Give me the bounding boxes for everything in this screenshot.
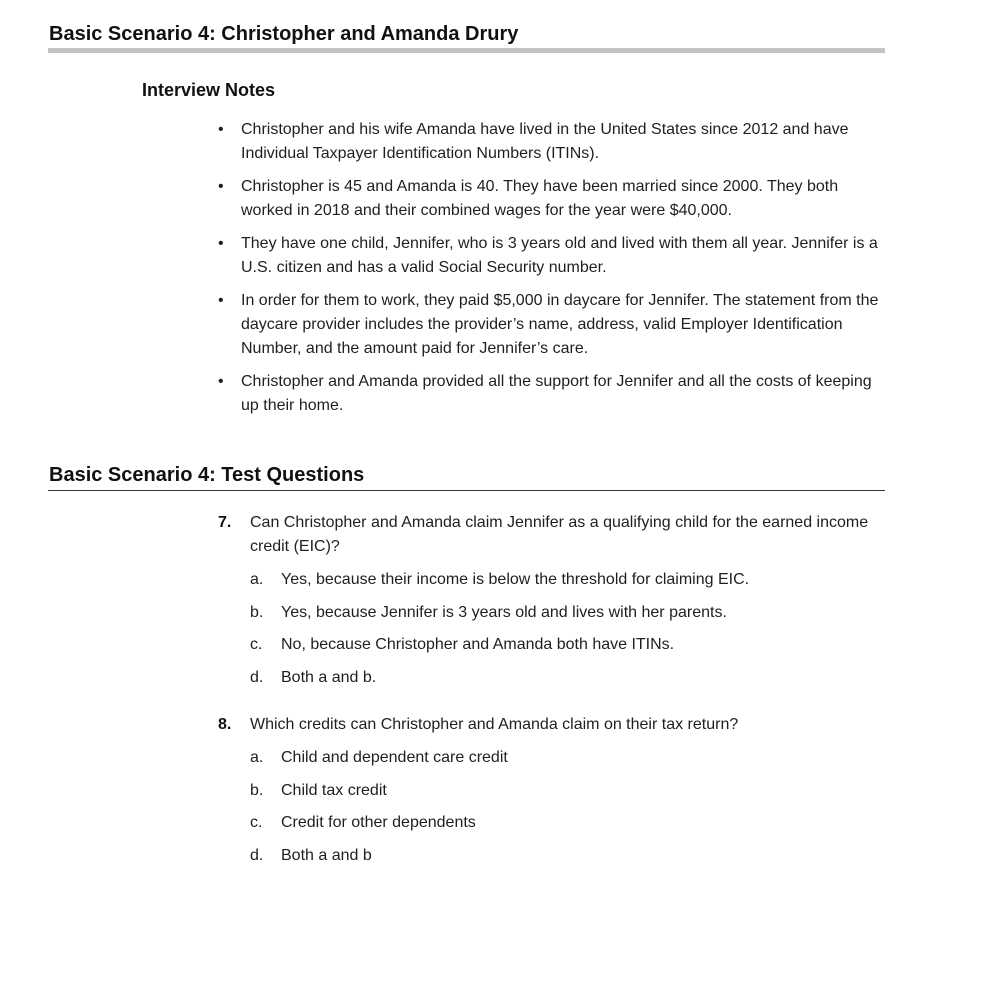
note-item xyxy=(218,175,890,223)
note-text: Christopher is 45 and Amanda is 40. They have been married since 2000. They both worked in 2018 and their combined wages for the year were $40,000. xyxy=(241,178,839,219)
note-item xyxy=(218,370,890,418)
option-letter: c. xyxy=(250,814,263,831)
option-text: Both a and b. xyxy=(281,668,377,686)
question-prompt xyxy=(218,511,878,559)
note-item xyxy=(218,232,890,280)
question-prompt xyxy=(218,713,878,737)
option-letter: d. xyxy=(250,668,264,686)
question-number: 8. xyxy=(218,716,232,733)
option-text: Child tax credit xyxy=(281,781,387,799)
option-letter: d. xyxy=(250,846,264,864)
option-text: Yes, because Jennifer is 3 years old and lives with her parents. xyxy=(281,603,727,621)
answer-option-d xyxy=(250,666,878,690)
question-number: 7. xyxy=(218,514,232,531)
bullet-icon: • xyxy=(218,292,224,309)
answer-option-c xyxy=(250,811,878,835)
questions-divider xyxy=(48,490,885,491)
note-text: Christopher and Amanda provided all the support for Jennifer and all the costs of keeping up their home. xyxy=(241,373,872,414)
option-text: Both a and b xyxy=(281,846,372,864)
test-questions-title: Basic Scenario 4: Test Questions xyxy=(49,464,365,486)
answer-option-c xyxy=(250,633,878,657)
option-text: Child and dependent care credit xyxy=(281,749,508,766)
bullet-icon: • xyxy=(218,235,224,252)
note-text: In order for them to work, they paid $5,000 in daycare for Jennifer. The statement from the daycare provider includes the provider’s name, address, valid Employer Identification Number, and the amount paid for Jennifer’s care. xyxy=(241,292,879,357)
answer-options xyxy=(250,746,878,868)
interview-notes-list xyxy=(218,118,890,427)
option-letter: b. xyxy=(250,603,264,621)
option-text: Yes, because their income is below the threshold for claiming EIC. xyxy=(281,571,750,588)
question-text: Can Christopher and Amanda claim Jennifer as a qualifying child for the earned income credit (EIC)? xyxy=(250,514,869,555)
answer-option-b xyxy=(250,601,878,625)
option-letter: b. xyxy=(250,781,264,799)
answer-option-d xyxy=(250,844,878,868)
bullet-icon: • xyxy=(218,373,224,390)
option-letter: c. xyxy=(250,636,263,653)
note-text: Christopher and his wife Amanda have lived in the United States since 2012 and have Individual Taxpayer Identification Numbers (ITINs). xyxy=(241,121,849,162)
bullet-icon: • xyxy=(218,178,224,195)
note-item xyxy=(218,289,890,361)
option-letter: a. xyxy=(250,749,264,766)
answer-option-a xyxy=(250,746,878,770)
answer-option-a xyxy=(250,568,878,592)
option-letter: a. xyxy=(250,571,264,588)
interview-notes-heading: Interview Notes xyxy=(142,80,276,100)
question-8 xyxy=(218,713,878,876)
answer-option-b xyxy=(250,779,878,803)
option-text: No, because Christopher and Amanda both have ITINs. xyxy=(281,636,675,653)
answer-options xyxy=(250,568,878,690)
title-divider xyxy=(48,48,885,53)
scenario-title: Basic Scenario 4: Christopher and Amanda Drury xyxy=(49,23,519,45)
option-text: Credit for other dependents xyxy=(281,814,476,831)
note-text: They have one child, Jennifer, who is 3 years old and lived with them all year. Jennifer is a U.S. citizen and has a valid Social Security number. xyxy=(241,235,878,276)
question-7 xyxy=(218,511,878,698)
note-item xyxy=(218,118,890,166)
question-text: Which credits can Christopher and Amanda claim on their tax return? xyxy=(250,716,739,733)
bullet-icon: • xyxy=(218,121,224,138)
